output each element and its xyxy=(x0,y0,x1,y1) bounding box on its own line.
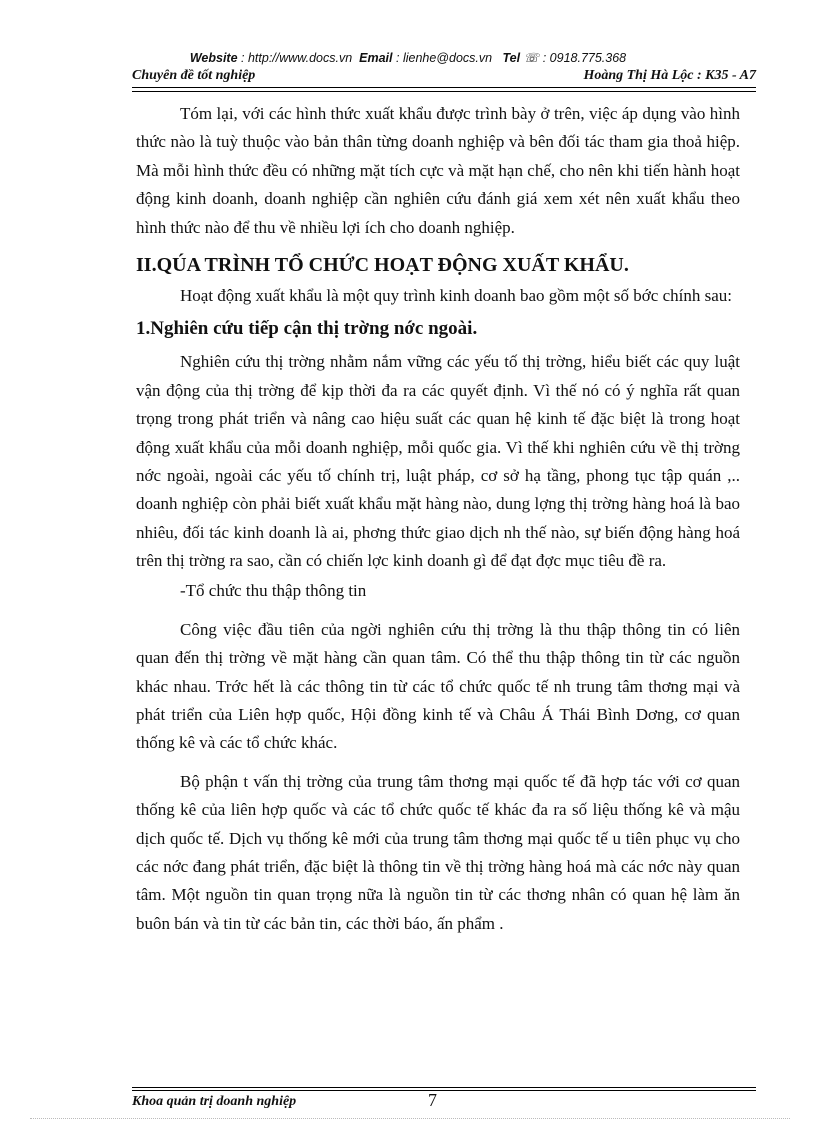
paragraph-market-research: Nghiên cứu thị trờng nhằm nắm vững các yếu tố thị trờng, hiểu biết các quy luật vận động của thị trờng để kịp thời đa ra các quyết định. Vì thế nó có ý nghĩa rất quan trọng trong phát triển và nâng cao hiệu suất các quan hệ kinh tế đặc biệt là trong hoạt động xuất khẩu của mỗi doanh nghiệp, mỗi quốc gia. Vì thế khi nghiên cứu về thị trờng nớc ngoài, ngoài các yếu tố chính trị, luật pháp, cơ sở hạ tầng, phong tục tập quán ,.. doanh nghiệp còn phải biết xuất khẩu mặt hàng nào, dung lợng thị trờng hàng hoá là bao nhiêu, đối tác kinh doanh là ai, phơng thức giao dịch nh thế nào, sự biến động hàng hoá trên thị trờng ra sao, cần có chiến lợc kinh doanh gì để đạt đợc mục tiêu đề ra. xyxy=(136,352,740,571)
paragraph-summary: Tóm lại, với các hình thức xuất khẩu được trình bày ở trên, việc áp dụng vào hình thức nào là tuỳ thuộc vào bản thân từng doanh nghiệp và bên đối tác tham gia thoả hiệp. Mà mỗi hình thức đều có những mặt tích cực và mặt hạn chế, cho nên khi tiến hành hoạt động kinh doanh, doanh nghiệp cần nghiên cứu đánh giá xem xét nên xuất khẩu theo hình thức nào để thu về nhiều lợi ích cho doanh nghiệp. xyxy=(136,104,740,237)
footer-faculty: Khoa quản trị doanh nghiệp xyxy=(132,1094,297,1109)
spacer xyxy=(136,606,740,616)
header-author: Hoàng Thị Hà Lộc : K35 - A7 xyxy=(583,68,756,83)
header-divider xyxy=(132,87,756,88)
paragraph-intro: Hoạt động xuất khẩu là một quy trình kinh doanh bao gồm một số bớc chính sau: xyxy=(180,286,732,306)
email-value[interactable]: : lienhe@docs.vn xyxy=(396,51,493,65)
list-item-collect-info: -Tổ chức thu thập thông tin xyxy=(180,580,367,600)
tel-value: : 0918.775.368 xyxy=(542,51,627,65)
tel-label: Tel xyxy=(502,51,521,65)
section-heading: II.QÚA TRÌNH TỔ CHỨC HOẠT ĐỘNG XUẤT KHẨU. xyxy=(136,254,629,277)
footer-divider-thin xyxy=(132,1087,756,1088)
phone-icon: ☏ xyxy=(523,51,540,65)
header-topic: Chuyên đề tốt nghiệp xyxy=(132,68,256,83)
website-value[interactable]: : http://www.docs.vn xyxy=(241,51,353,65)
document-body xyxy=(136,100,740,938)
paragraph-collect-info: Công việc đầu tiên của ngời nghiên cứu thị trờng là thu thập thông tin có liên quan đến thị trờng về mặt hàng cần quan tâm. Có thể thu thập thông tin từ các nguồn khác nhau. Trớc hết là các thông tin từ các tổ chức quốc tế nh trung tâm thơng mại và phát triển của Liên hợp quốc, Hội đồng kinh tế và Châu Á Thái Bình Dơng, cơ quan thống kê và các tổ chức khác. xyxy=(136,619,740,753)
page-edge-dots xyxy=(30,1118,790,1119)
page-header xyxy=(132,66,756,86)
spacer xyxy=(136,758,740,768)
header-divider-thin xyxy=(132,91,756,92)
website-label: Website xyxy=(189,51,238,65)
paragraph-consulting: Bộ phận t vấn thị trờng của trung tâm thơng mại quốc tế đã hợp tác với cơ quan thống kê của liên hợp quốc và các tổ chức quốc tế khác đa ra số liệu thống kê và mậu dịch quốc tế. Dịch vụ thống kê mới của trung tâm thơng mại quốc tế u tiên phục vụ cho các nớc đang phát triển, đặc biệt là thông tin về thị trờng hàng hoá mà các nớc này quan tâm. Một nguồn tin quan trọng nữa là nguồn tin từ các thơng nhân có quan hệ làm ăn buôn bán và tin từ các bản tin, các thời báo, ấn phẩm . xyxy=(136,771,740,933)
page-number: 7 xyxy=(428,1090,437,1110)
subsection-heading: 1.Nghiên cứu tiếp cận thị trờng nớc ngoài. xyxy=(136,318,478,340)
website-contact-line xyxy=(0,50,816,65)
email-label: Email xyxy=(359,51,393,65)
footer-divider xyxy=(132,1090,756,1091)
